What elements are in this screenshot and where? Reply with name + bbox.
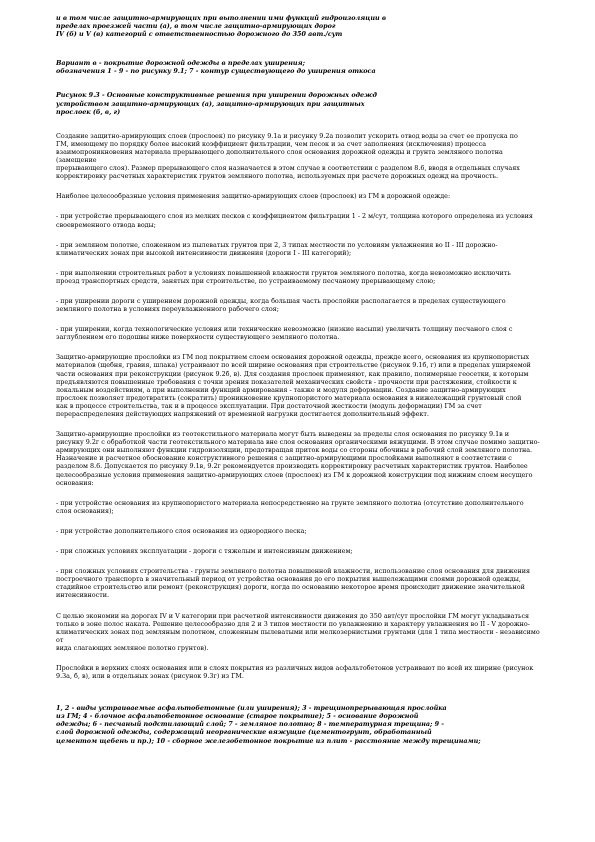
text-line: локальным воздействиям, а при выполнении функций армирования - также и модуля деформации. Создание защитно-армирующих bbox=[56, 385, 506, 394]
text-line: Наиболее целесообразные условия применения защитно-армирующих слоев (прослоек) из ГМ в дорожной одежде: bbox=[56, 192, 451, 201]
text-line: построечного транспорта в значительный период от устройства основания до его покрытия вышележащими слоями дорожной одежды, bbox=[56, 575, 521, 584]
text-line: С целью экономии на дорогах IV и V категории при расчетной интенсивности движения до 350 авт/сут прослойки ГМ могут укладываться bbox=[56, 611, 530, 620]
text-line: - при устройстве дополнительного слоя основания из однородного песка; bbox=[56, 526, 307, 535]
text-line: интенсивности. bbox=[56, 591, 110, 600]
text-line: разделом 8.6. Допускается по рисунку 9.1в, 9.2г рекомендуется производить корректировку расчетных характеристик грунтов. Наиболее bbox=[56, 462, 528, 471]
paragraph-4 bbox=[56, 241, 540, 257]
legend-line: цементом щебень и пр.); 10 - сборное железобетонное покрытие из плит - расстояние между трещинами; bbox=[56, 736, 481, 745]
text-line: целесообразные условия применения защитно-армирующих слоев (прослоек) из ГМ к дорожной конструкции под нижним слоем несущего bbox=[56, 470, 533, 479]
text-line: только в зоне полос наката. Решение целесообразно для 2 и 3 типов местности по увлажнению и характеру увлажнения во II - V дорожно- bbox=[56, 619, 530, 628]
legend-line: Вариант в - покрытие дорожной одежды в пределах уширения; bbox=[56, 59, 305, 68]
paragraph-6 bbox=[56, 297, 540, 313]
paragraph-5 bbox=[56, 269, 540, 285]
paragraph-11 bbox=[56, 527, 540, 535]
figure-legend-a bbox=[56, 59, 540, 75]
text-line: климатических зонах под земляным полотном, сложенным пылеватыми или мелкозернистыми грунтами (для 1 типа местности - независимо от bbox=[56, 627, 540, 644]
text-line: слоя основания); bbox=[56, 506, 114, 515]
legend-line: из ГМ; 4 - блочное асфальтобетонное основание (старое покрытие); 5 - основание дорожной bbox=[56, 712, 419, 721]
text-line: Создание защитно-армирующих слоев (прослоек) по рисунку 9.1а и рисунку 9.2а позволит ускорить отвод воды за счет ее пропуска по bbox=[56, 131, 518, 140]
caption-line: пределах проезжей части (a), в том числе защитно-армирующих дорог bbox=[56, 22, 336, 31]
text-line: стадийное строительство или ремонт (реконструкция) дороги, когда по основанию некоторое время происходит движение значительной bbox=[56, 583, 525, 592]
figure-legend-b bbox=[56, 704, 540, 744]
document-page bbox=[56, 14, 540, 745]
text-line: рисунку 9.2г с обработкой части геотекстильного материала вне слоя основания органическими вяжущими. В этом случае помимо защитно- bbox=[56, 438, 540, 447]
paragraph-13 bbox=[56, 567, 540, 599]
caption-line: прослоек (б, в, г) bbox=[56, 107, 121, 116]
text-line: Назначение и расчетное обоснование конструктивного решения с защитно-армирующими прослойками выполняют в соответствии с bbox=[56, 454, 512, 463]
paragraph-8 bbox=[56, 353, 540, 418]
text-line: части основания при реконструкции (рисунок 9.2б, в). Для создания прослоек применяют, как правило, полимерные геосетки, к которым bbox=[56, 369, 529, 378]
text-line: материалов (щебня, гравия, шлака) устраивают по всей ширине основания при строительстве (рисунок 9.1б, г) или в пределах уширяемой bbox=[56, 361, 531, 370]
text-line: перераспределения действующих напряжений от временной нагрузки достигается дополнительный эффект. bbox=[56, 410, 429, 418]
text-line: предъявляются повышенные требования с точки зрения показателей механических свойств - прочности при растяжении, стойкости к bbox=[56, 377, 517, 386]
paragraph-10 bbox=[56, 499, 540, 515]
legend-line: обозначения 1 - 9 - по рисунку 9.1; 7 - контур существующего до уширения откоса bbox=[56, 67, 376, 76]
legend-line: 1, 2 - виды устраиваемые асфальтобетонные (или уширения); 3 - трещинопрерывающая прослойка bbox=[56, 704, 447, 713]
legend-line: одежды; 6 - песчаный подстилающий слой; 7 - земляное полотно; 8 - температурная трещина; 9 - bbox=[56, 720, 444, 729]
text-line: Защитно-армирующие прослойки из ГМ под покрытием слоем основания дорожной одежды, прежде всего, основания из крупнопористых bbox=[56, 353, 530, 362]
text-line: взаимопроникновения материала прерывающего дополнительного слоя основания дорожной одежды и грунта земляного полотна (замещение bbox=[56, 147, 503, 165]
paragraph-12 bbox=[56, 547, 540, 555]
text-line: своевременного отвода воды; bbox=[56, 220, 156, 229]
text-line: корректировку расчетных характеристик грунтов земляного полотна, используемых при расчете дорожных одежд на прочность. bbox=[56, 172, 499, 181]
text-line: - при сложных условиях эксплуатации - дороги с тяжелым и интенсивным движением; bbox=[56, 547, 353, 556]
paragraph-1 bbox=[56, 132, 540, 181]
text-line: Защитно-армирующие прослойки из геотекстильного материала могут быть выведены за пределы слоя основания по рисунку 9.1в и bbox=[56, 430, 510, 439]
text-line: - при уширении дороги с уширением дорожной одежды, когда большая часть прослойки располагается в пределах существующего bbox=[56, 296, 506, 305]
caption-line: Рисунок 9.3 - Основные конструктивные решения при уширении дорожных одежд bbox=[56, 91, 377, 100]
text-line: вида слагающих земляное полотно грунтов). bbox=[56, 643, 209, 652]
text-line: 9.3а, б, в), или в отдельных зонах (рисунок 9.3г) из ГМ. bbox=[56, 672, 244, 681]
text-line: армирующих они выполняют функции гидроизоляции, предотвращая приток воды со стороны обочины в рабочий слой земляного полотна. bbox=[56, 446, 533, 455]
intro-caption bbox=[56, 14, 540, 38]
paragraph-15 bbox=[56, 664, 540, 680]
text-line: прерывающего слоя). Размер прерывающего слоя назначается в этом случае в соответствии с разделом 8.6, вводя в отдельных случаях bbox=[56, 164, 520, 173]
text-line: проезд транспортных средств, занятых при строительстве, по устраиваемому песчаному прерывающему слою; bbox=[56, 276, 436, 285]
figure-caption bbox=[56, 91, 540, 115]
text-line: - при сложных условиях строительства - грунты земляного полотна повышенной влажности, использование слоя основания для движения bbox=[56, 567, 531, 576]
text-line: ГМ, имеющему по порядку более высокий коэффициент фильтрации, чем песок и за счет заполнения (исключения) процесса bbox=[56, 139, 487, 148]
caption-line: устройством защитно-армирующих (а), защитно-армирующих при защитных bbox=[56, 99, 365, 108]
text-line: - при устройстве прерывающего слоя из мелких песков с коэффициентом фильтрации 1 - 2 м/сут, толщина которого определена из условия bbox=[56, 212, 533, 221]
paragraph-7 bbox=[56, 325, 540, 341]
text-line: - при устройстве основания из крупнопористого материала непосредственно на грунте земляного полотна (отсутствие дополнительного bbox=[56, 498, 524, 507]
text-line: - при выполнении строительных работ в условиях повышенной влажности грунтов земляного полотна, когда невозможно исключить bbox=[56, 268, 511, 277]
paragraph-14 bbox=[56, 612, 540, 652]
text-line: - при земляном полотне, сложенном из пылеватых грунтов при 2, 3 типах местности по условиям увлажнения во II - III дорожно- bbox=[56, 240, 498, 249]
text-line: основания: bbox=[56, 478, 94, 487]
text-line: климатических зонах при высокой интенсивности движения (дороги I - III категорий); bbox=[56, 248, 352, 257]
text-line: прослоек позволяет предотвратить (сократить) проникновение крупнопористого материала основания в нижележащий грунтовый слой bbox=[56, 393, 522, 402]
text-line: - при уширении, когда технологические условия или технические невозможно (низкие насыпи) увеличить толщину песчаного слоя с bbox=[56, 325, 513, 334]
caption-line: IV (б) и V (в) категорий с ответственностью дорожного до 350 авт./сут bbox=[56, 30, 343, 39]
paragraph-2 bbox=[56, 192, 540, 200]
text-line: как в процессе строительства, так и в процессе эксплуатации. При достаточной жесткости (модуль деформации) ГМ за счет bbox=[56, 401, 482, 410]
paragraph-3 bbox=[56, 212, 540, 228]
text-line: земляного полотна в условиях переувлажненного рабочего слоя; bbox=[56, 305, 279, 314]
legend-line: слой дорожной одежды, содержащий неорганические вяжущие (цементогрунт, обработанный bbox=[56, 728, 432, 737]
text-line: заглублением его подошвы ниже поверхности существующего земляного полотна. bbox=[56, 333, 340, 342]
text-line: Прослойки в верхних слоях основания или в слоях покрытия из различных видов асфальтобетонов устраивают по всей их ширине (рисунок bbox=[56, 663, 534, 672]
caption-line: и в том числе защитно-армирующих при выполнении ими функций гидроизоляции в bbox=[56, 14, 387, 22]
paragraph-9 bbox=[56, 430, 540, 487]
